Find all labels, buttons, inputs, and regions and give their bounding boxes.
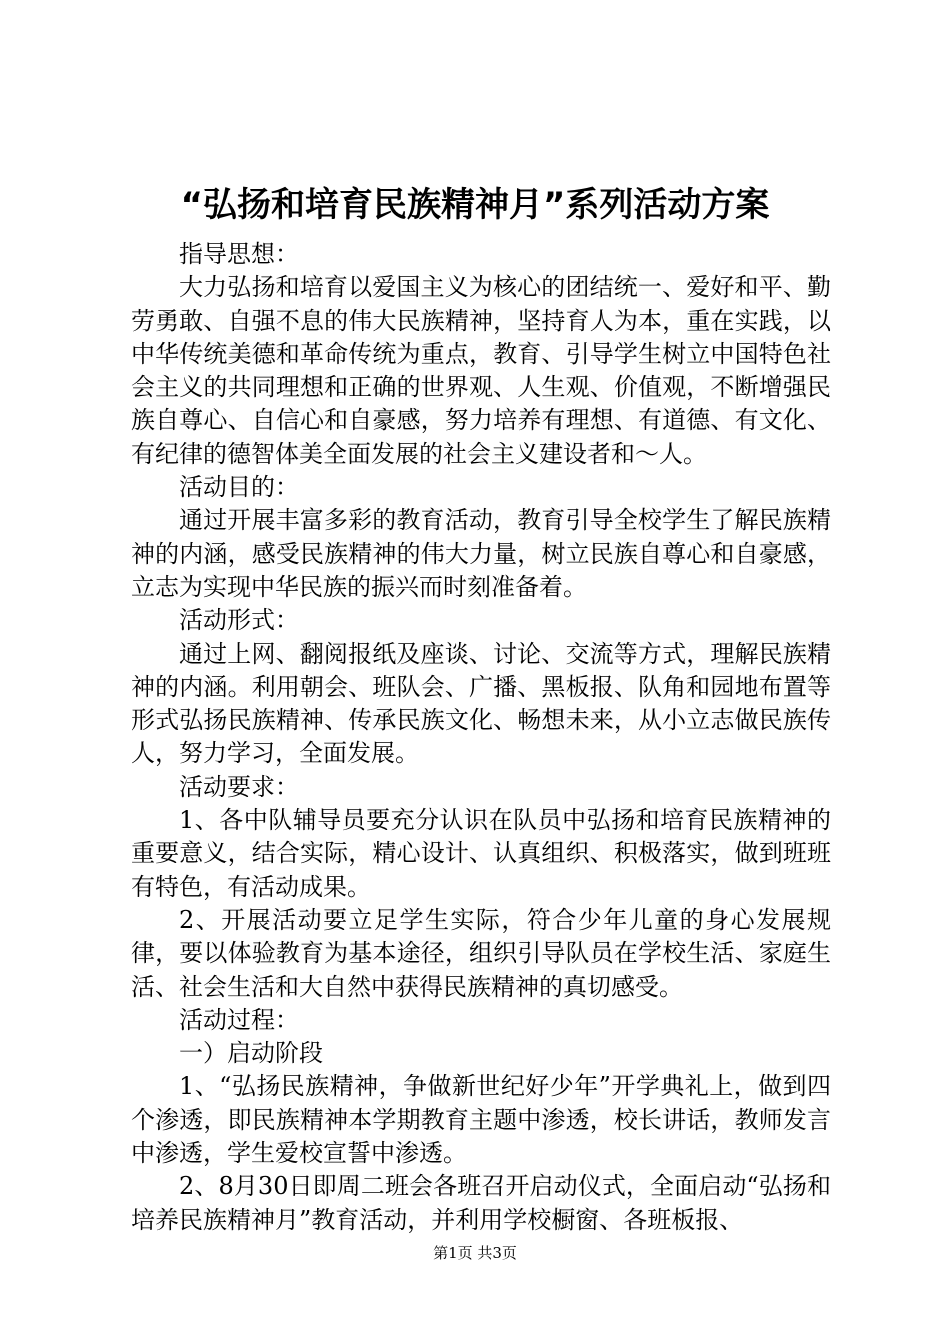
paragraph: 大力弘扬和培育以爱国主义为核心的团结统一、爱好和平、勤劳勇敢、自强不息的伟大民族精神，坚持育人为本，重在实践，以中华传统美德和革命传统为重点，教育、引导学生树立中国特色社会主义的共同理想和正确的世界观、人生观、价值观，不断增强民族自尊心、自信心和自豪感，努力培养有理想、有道德、有文化、有纪律的德智体美全面发展的社会主义建设者和～人。 <box>131 273 831 468</box>
paragraph: 通过上网、翻阅报纸及座谈、讨论、交流等方式，理解民族精神的内涵。利用朝会、班队会、广播、黑板报、队角和园地布置等形式弘扬民族精神、传承民族文化、畅想未来，从小立志做民族传人，努力学习，全面发展。 <box>131 639 831 768</box>
paragraph: 通过开展丰富多彩的教育活动，教育引导全校学生了解民族精神的内涵，感受民族精神的伟大力量，树立民族自尊心和自豪感，立志为实现中华民族的振兴而时刻准备着。 <box>131 506 831 601</box>
section-heading-activity-form: 活动形式： <box>179 606 299 635</box>
paragraph: 1、各中队辅导员要充分认识在队员中弘扬和培育民族精神的重要意义，结合实际，精心设计、认真组织、积极落实，做到班班有特色，有活动成果。 <box>131 806 831 901</box>
section-heading-guiding-ideology: 指导思想： <box>179 240 299 268</box>
paragraph: 1、“弘扬民族精神，争做新世纪好少年”开学典礼上，做到四个渗透，即民族精神本学期教育主题中渗透，校长讲话，教师发言中渗透，学生爱校宣誓中渗透。 <box>131 1072 831 1168</box>
page-number-footer: 第1页 共3页 <box>433 1244 517 1262</box>
section-heading-activity-process: 活动过程： <box>179 1005 299 1034</box>
subsection-heading: 一）启动阶段 <box>179 1039 323 1068</box>
document-body <box>131 238 831 1237</box>
paragraph: 2、开展活动要立足学生实际，符合少年儿童的身心发展规律，要以体验教育为基本途径，组织引导队员在学校生活、家庭生活、社会生活和大自然中获得民族精神的真切感受。 <box>131 905 831 1001</box>
section-heading-activity-purpose: 活动目的： <box>179 473 299 502</box>
document-title: “弘扬和培育民族精神月”系列活动方案 <box>180 185 770 225</box>
paragraph: 2、8月30日即周二班会各班召开启动仪式，全面启动“弘扬和培养民族精神月”教育活动，并利用学校橱窗、各班板报、 <box>131 1172 831 1234</box>
section-heading-activity-requirements: 活动要求： <box>179 772 299 801</box>
